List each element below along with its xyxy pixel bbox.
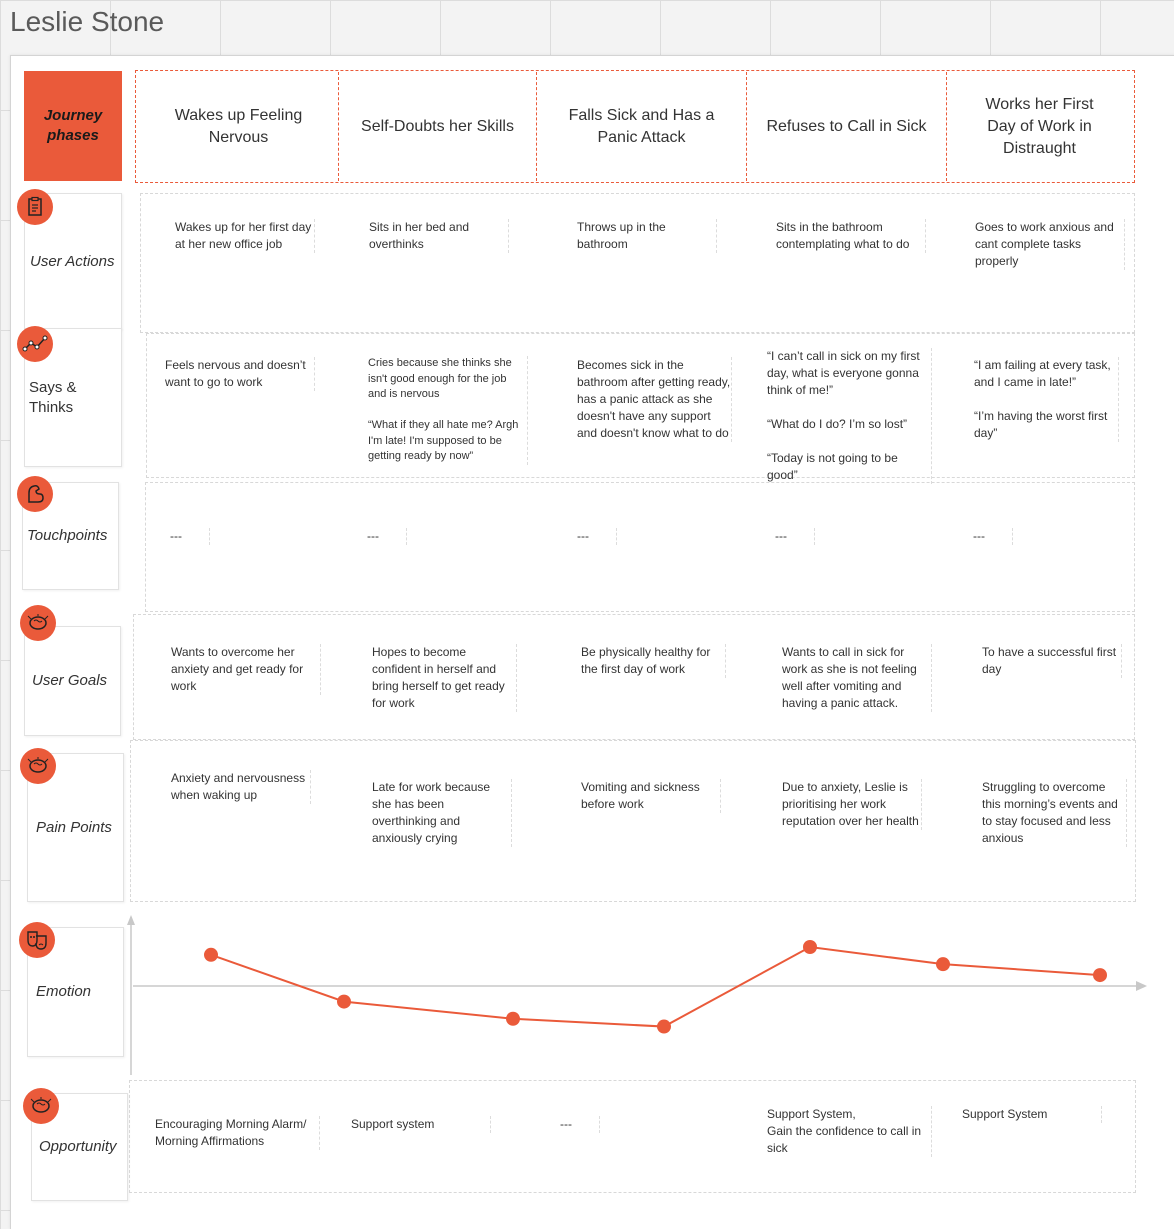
user-goals-cell-2: Hopes to become confident in herself and bring herself to get ready for work [372, 644, 517, 712]
user-actions-cell-1: Wakes up for her first day at her new office job [175, 219, 315, 253]
touchpoints-cell-2: --- [367, 528, 407, 545]
emotion-x-arrow [1136, 981, 1147, 991]
emotion-label: Emotion [36, 983, 92, 1000]
touchpoints-cell-4: --- [775, 528, 815, 545]
pain-points-cell-3: Vomiting and sickness before work [581, 779, 721, 813]
user-actions-cell-4: Sits in the bathroom contemplating what to do [776, 219, 926, 253]
touchpoints-cell-3: --- [577, 528, 617, 545]
emotion-point-7 [1093, 968, 1107, 982]
pain-points-cell-1: Anxiety and nervousness when waking up [171, 770, 311, 804]
user-goals-cell-1: Wants to overcome her anxiety and get ready for work [171, 644, 321, 695]
says-thinks-cell-1: Feels nervous and doesn’t want to go to work [165, 357, 315, 391]
emotion-point-3 [506, 1012, 520, 1026]
page-title: Leslie Stone [10, 6, 165, 37]
user-actions-cell-2: Sits in her bed and overthinks [369, 219, 509, 253]
user-actions-label: User Actions [30, 252, 115, 270]
opportunity-cell-1: Encouraging Morning Alarm/ Morning Affirmations [155, 1116, 320, 1150]
opportunity-cell-3: --- [560, 1116, 600, 1133]
emotion-point-1 [204, 948, 218, 962]
opportunity-cell-2: Support system [351, 1116, 491, 1133]
emotion-point-6 [936, 957, 950, 971]
touchpoints-cell-1: --- [170, 528, 210, 545]
pain-points-cell-5: Struggling to overcome this morning’s events and to stay focused and less anxious [982, 779, 1127, 847]
header-line-1: Journey [43, 107, 103, 124]
user-goals-label: User Goals [32, 672, 108, 689]
opportunity-label: Opportunity [39, 1138, 117, 1155]
opportunity-cell-5: Support System [962, 1106, 1102, 1123]
says-thinks-cell-5: “I am failing at every task, and I came in late!” “I’m having the worst first day” [974, 357, 1119, 442]
phase-3: Falls Sick and Has a Panic Attack [537, 72, 747, 181]
says-thinks-cell-4: “I can’t call in sick on my first day, what is everyone gonna think of me!” “What do I do? I’m so lost” “Today is not going to be good” [767, 348, 932, 484]
emotion-point-4 [657, 1020, 671, 1034]
says-thinks-cell-3: Becomes sick in the bathroom after getting ready, has a panic attack as she doesn't have any support and doesn't know what to do [577, 358, 731, 440]
pain-points-label: Pain Points [36, 818, 112, 836]
emotion-line [211, 947, 1100, 1027]
header-line-2: phases [47, 127, 99, 144]
pain-points-cell-2: Late for work because she has been overthinking and anxiously crying [372, 779, 512, 847]
user-goals-cell-4: Wants to call in sick for work as she is not feeling well after vomiting and having a panic attack. [782, 644, 932, 712]
pain-points-cell-4: Due to anxiety, Leslie is prioritising her work reputation over her health [782, 779, 922, 830]
user-actions-cell-5: Goes to work anxious and cant complete tasks properly [975, 219, 1125, 270]
user-goals-cell-3: Be physically healthy for the first day of work [581, 644, 726, 678]
says-thinks-label: Says & Thinks [29, 378, 77, 416]
phase-5: Works her First Day of Work in Distraught [985, 95, 1094, 157]
user-actions-cell-3: Throws up in the bathroom [577, 219, 717, 253]
emotion-point-2 [337, 995, 351, 1009]
says-thinks-cell-2: Cries because she thinks she isn't good enough for the job and is nervous “What if they all hate me? Argh I'm late! I'm supposed to be getting ready by now” [368, 356, 528, 465]
phase-1: Wakes up Feeling Nervous [139, 72, 339, 181]
emotion-y-arrow [127, 915, 135, 925]
phase-2: Self-Doubts her Skills [339, 72, 537, 181]
touchpoints-label: Touchpoints [27, 527, 108, 544]
opportunity-cell-4: Support System, Gain the confidence to call in sick [767, 1106, 932, 1157]
user-goals-cell-5: To have a successful first day [982, 644, 1122, 678]
phase-4: Refuses to Call in Sick [747, 72, 947, 181]
emotion-point-5 [803, 940, 817, 954]
touchpoints-cell-5: --- [973, 528, 1013, 545]
